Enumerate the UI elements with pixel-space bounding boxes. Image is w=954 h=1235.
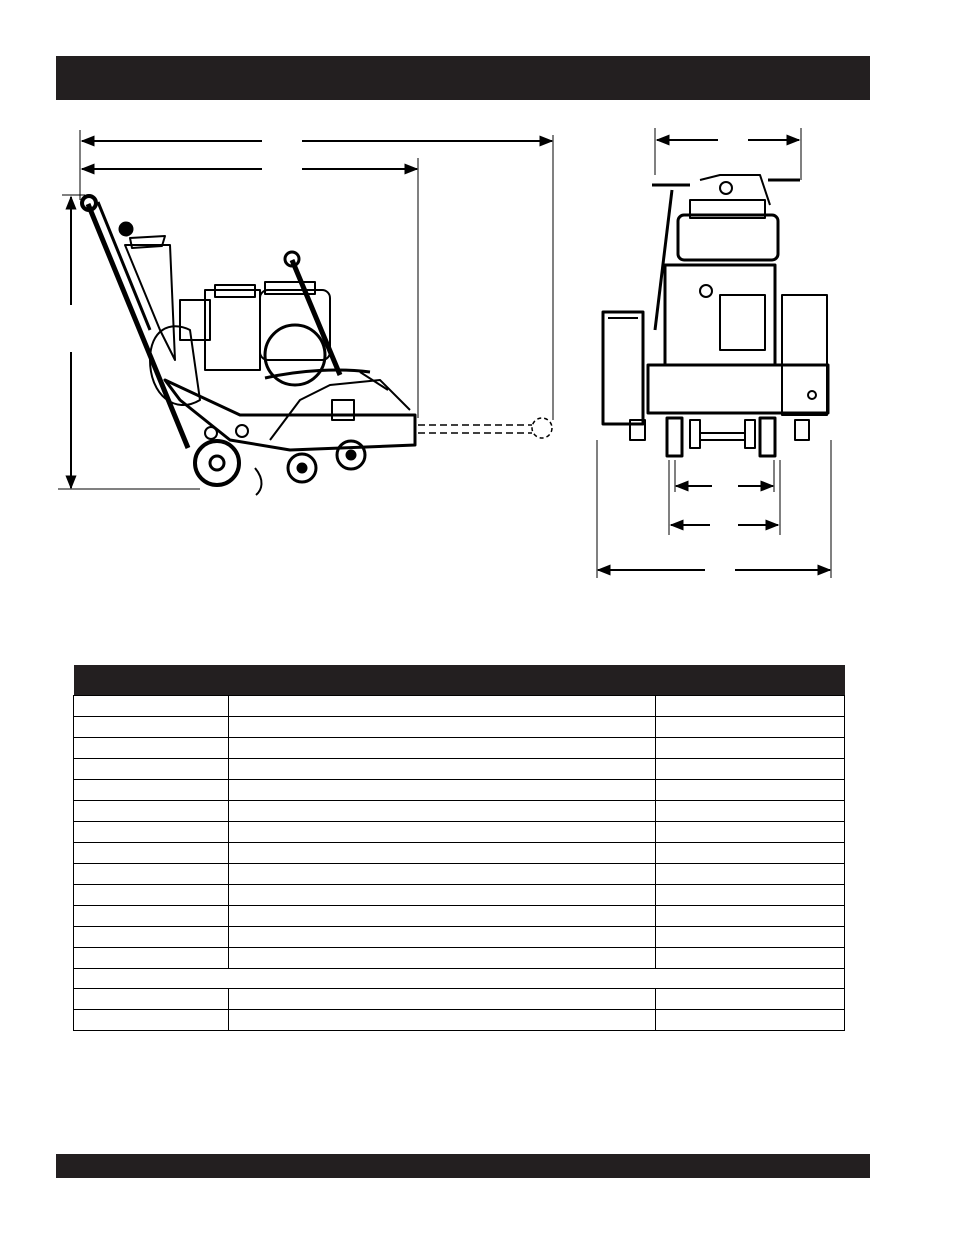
table-row bbox=[74, 822, 845, 843]
table-cell bbox=[74, 885, 229, 906]
table-cell bbox=[229, 738, 656, 759]
footer-bar bbox=[56, 1154, 870, 1178]
table-cell bbox=[656, 780, 845, 801]
table-row bbox=[74, 927, 845, 948]
front-view-dimensions bbox=[597, 128, 831, 578]
table-row bbox=[74, 948, 845, 969]
table-section-label bbox=[74, 969, 845, 989]
table-cell bbox=[229, 948, 656, 969]
table-cell bbox=[229, 696, 656, 717]
table-row bbox=[74, 780, 845, 801]
table-cell bbox=[74, 738, 229, 759]
table-row bbox=[74, 864, 845, 885]
table-cell bbox=[74, 696, 229, 717]
specifications-table bbox=[73, 665, 845, 1031]
table-cell bbox=[229, 801, 656, 822]
table-cell bbox=[229, 717, 656, 738]
table-cell bbox=[74, 906, 229, 927]
table-row bbox=[74, 885, 845, 906]
table-cell bbox=[74, 822, 229, 843]
table-row bbox=[74, 801, 845, 822]
table-cell bbox=[656, 906, 845, 927]
table-cell bbox=[74, 843, 229, 864]
table-row bbox=[74, 717, 845, 738]
table-cell bbox=[656, 989, 845, 1010]
table-cell bbox=[656, 843, 845, 864]
table-cell bbox=[229, 780, 656, 801]
table-cell bbox=[229, 864, 656, 885]
column-header bbox=[229, 665, 656, 696]
table-cell bbox=[74, 948, 229, 969]
table-cell bbox=[74, 780, 229, 801]
table-cell bbox=[656, 885, 845, 906]
table-cell bbox=[656, 948, 845, 969]
table-section-row bbox=[74, 969, 845, 989]
table-cell bbox=[656, 822, 845, 843]
front-view-saw bbox=[603, 175, 828, 456]
table-cell bbox=[229, 1010, 656, 1031]
table-cell bbox=[74, 864, 229, 885]
table-cell bbox=[74, 989, 229, 1010]
table-cell bbox=[74, 717, 229, 738]
table-cell bbox=[229, 989, 656, 1010]
table-cell bbox=[656, 759, 845, 780]
table-cell bbox=[229, 759, 656, 780]
column-header bbox=[656, 665, 845, 696]
side-view-saw bbox=[82, 196, 552, 495]
column-header bbox=[74, 665, 229, 696]
table-cell bbox=[656, 927, 845, 948]
table-cell bbox=[74, 759, 229, 780]
table-row bbox=[74, 759, 845, 780]
table-cell bbox=[74, 927, 229, 948]
table-row bbox=[74, 989, 845, 1010]
table-row bbox=[74, 738, 845, 759]
table-cell bbox=[229, 822, 656, 843]
table-cell bbox=[656, 801, 845, 822]
table-cell bbox=[229, 843, 656, 864]
table-header-row bbox=[74, 665, 845, 696]
table-cell bbox=[229, 927, 656, 948]
table-row bbox=[74, 906, 845, 927]
table-cell bbox=[229, 885, 656, 906]
table-cell bbox=[74, 801, 229, 822]
table-row bbox=[74, 696, 845, 717]
table-row bbox=[74, 843, 845, 864]
table-cell bbox=[656, 864, 845, 885]
table-row bbox=[74, 1010, 845, 1031]
table-cell bbox=[656, 717, 845, 738]
table-cell bbox=[656, 1010, 845, 1031]
table-cell bbox=[656, 738, 845, 759]
table-cell bbox=[656, 696, 845, 717]
table-cell bbox=[74, 1010, 229, 1031]
table-cell bbox=[229, 906, 656, 927]
